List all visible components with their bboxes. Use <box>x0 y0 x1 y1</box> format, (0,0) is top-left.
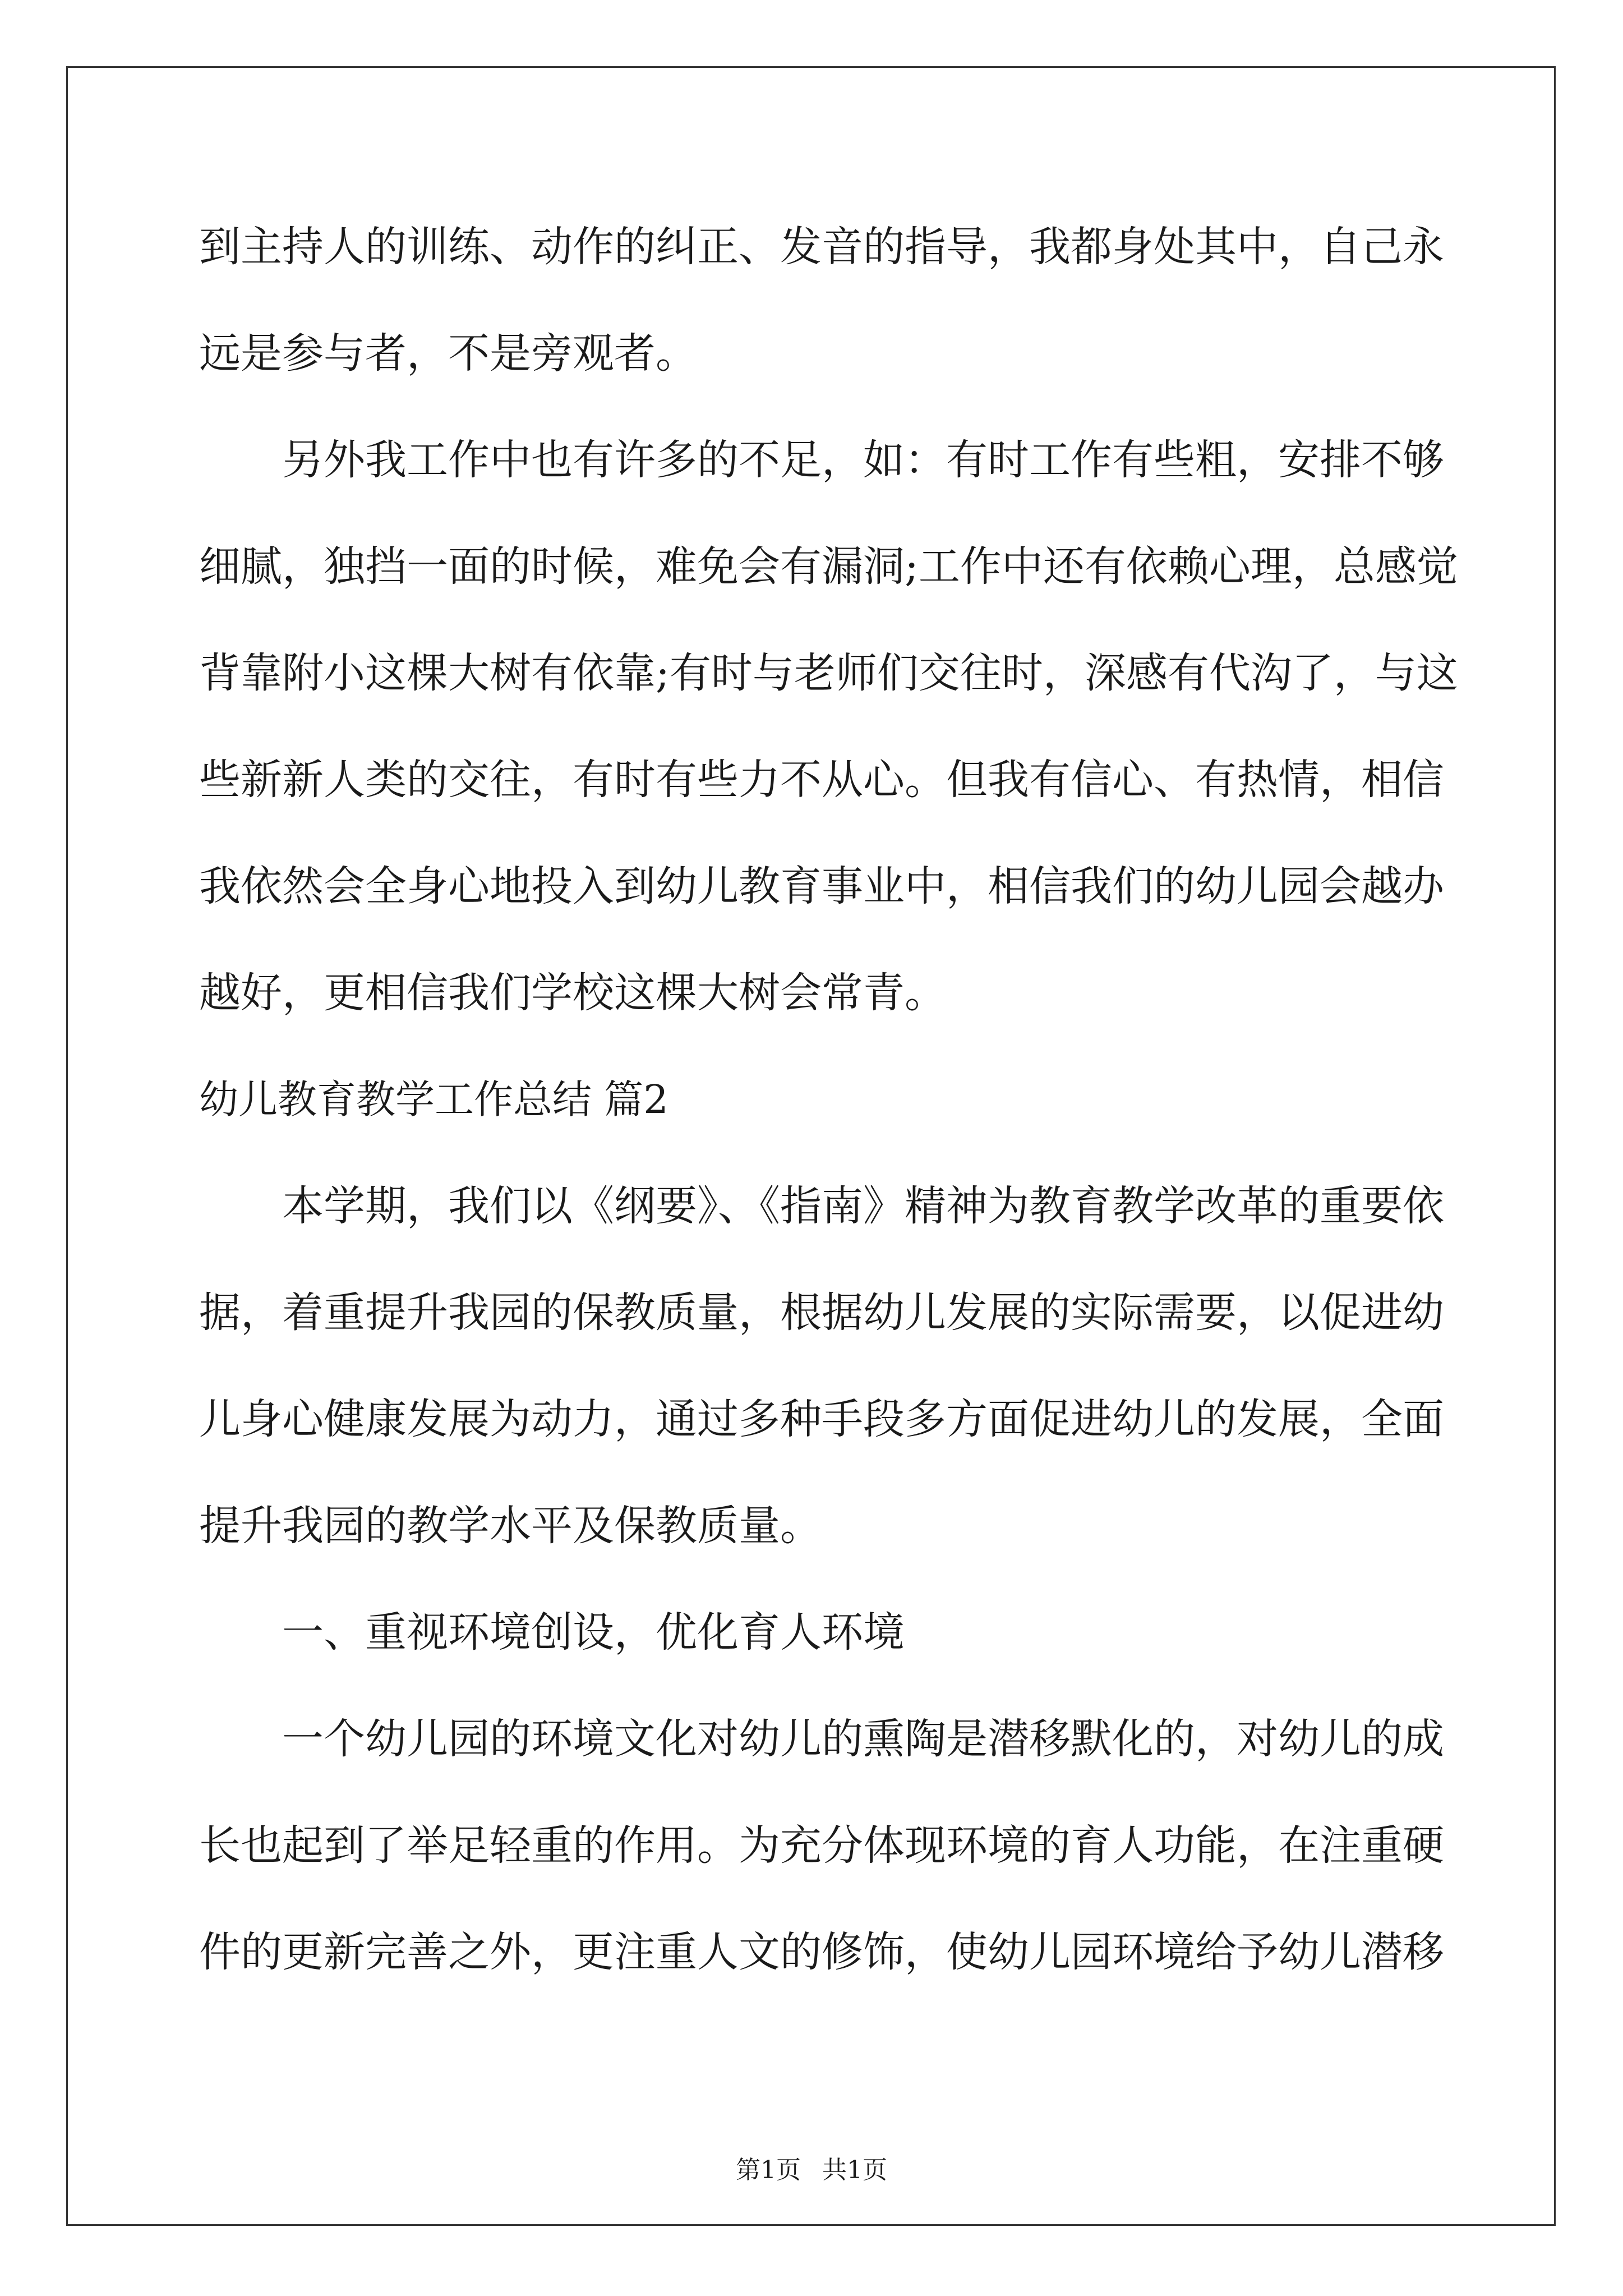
text-line: 提升我园的教学水平及保教质量。 <box>199 1502 822 1550</box>
text-line: 长也起到了举足轻重的作用。为充分体现环境的育人功能，在注重硬 <box>199 1821 1444 1870</box>
document-body <box>199 194 1458 2005</box>
text-line: 些新新人类的交往，有时有些力不从心。但我有信心、有热情，相信 <box>199 756 1444 804</box>
text-line: 本学期，我们以《纲要》、《指南》精神为教育教学改革的重要依 <box>282 1182 1444 1230</box>
text-line: 越好，更相信我们学校这棵大树会常青。 <box>199 969 946 1017</box>
text-line: 细腻，独挡一面的时候，难免会有漏洞;工作中还有依赖心理，总感觉 <box>199 542 1458 591</box>
page-footer <box>0 2150 1623 2185</box>
page-number: 第1页 <box>736 2156 801 2184</box>
text-line: 背靠附小这棵大树有依靠;有时与老师们交往时，深感有代沟了，与这 <box>199 649 1458 697</box>
text-line: 据，着重提升我园的保教质量，根据幼儿发展的实际需要，以促进幼 <box>199 1289 1444 1337</box>
text-line: 一个幼儿园的环境文化对幼儿的熏陶是潜移默化的，对幼儿的成 <box>282 1715 1444 1763</box>
text-line: 另外我工作中也有许多的不足，如：有时工作有些粗，安排不够 <box>282 436 1444 484</box>
text-line: 儿身心健康发展为动力，通过多种手段多方面促进幼儿的发展，全面 <box>199 1395 1444 1443</box>
text-line: 件的更新完善之外，更注重人文的修饰，使幼儿园环境给予幼儿潜移 <box>199 1928 1444 1976</box>
text-line: 我依然会全身心地投入到幼儿教育事业中，相信我们的幼儿园会越办 <box>199 862 1444 910</box>
page-total: 共1页 <box>822 2156 887 2184</box>
text-line: 远是参与者，不是旁观者。 <box>199 329 697 378</box>
text-line: 一、重视环境创设，优化育人环境 <box>282 1608 905 1657</box>
text-line: 到主持人的训练、动作的纠正、发音的指导，我都身处其中，自己永 <box>199 223 1444 271</box>
section-heading: 幼儿教育教学工作总结 篇2 <box>199 1076 668 1122</box>
